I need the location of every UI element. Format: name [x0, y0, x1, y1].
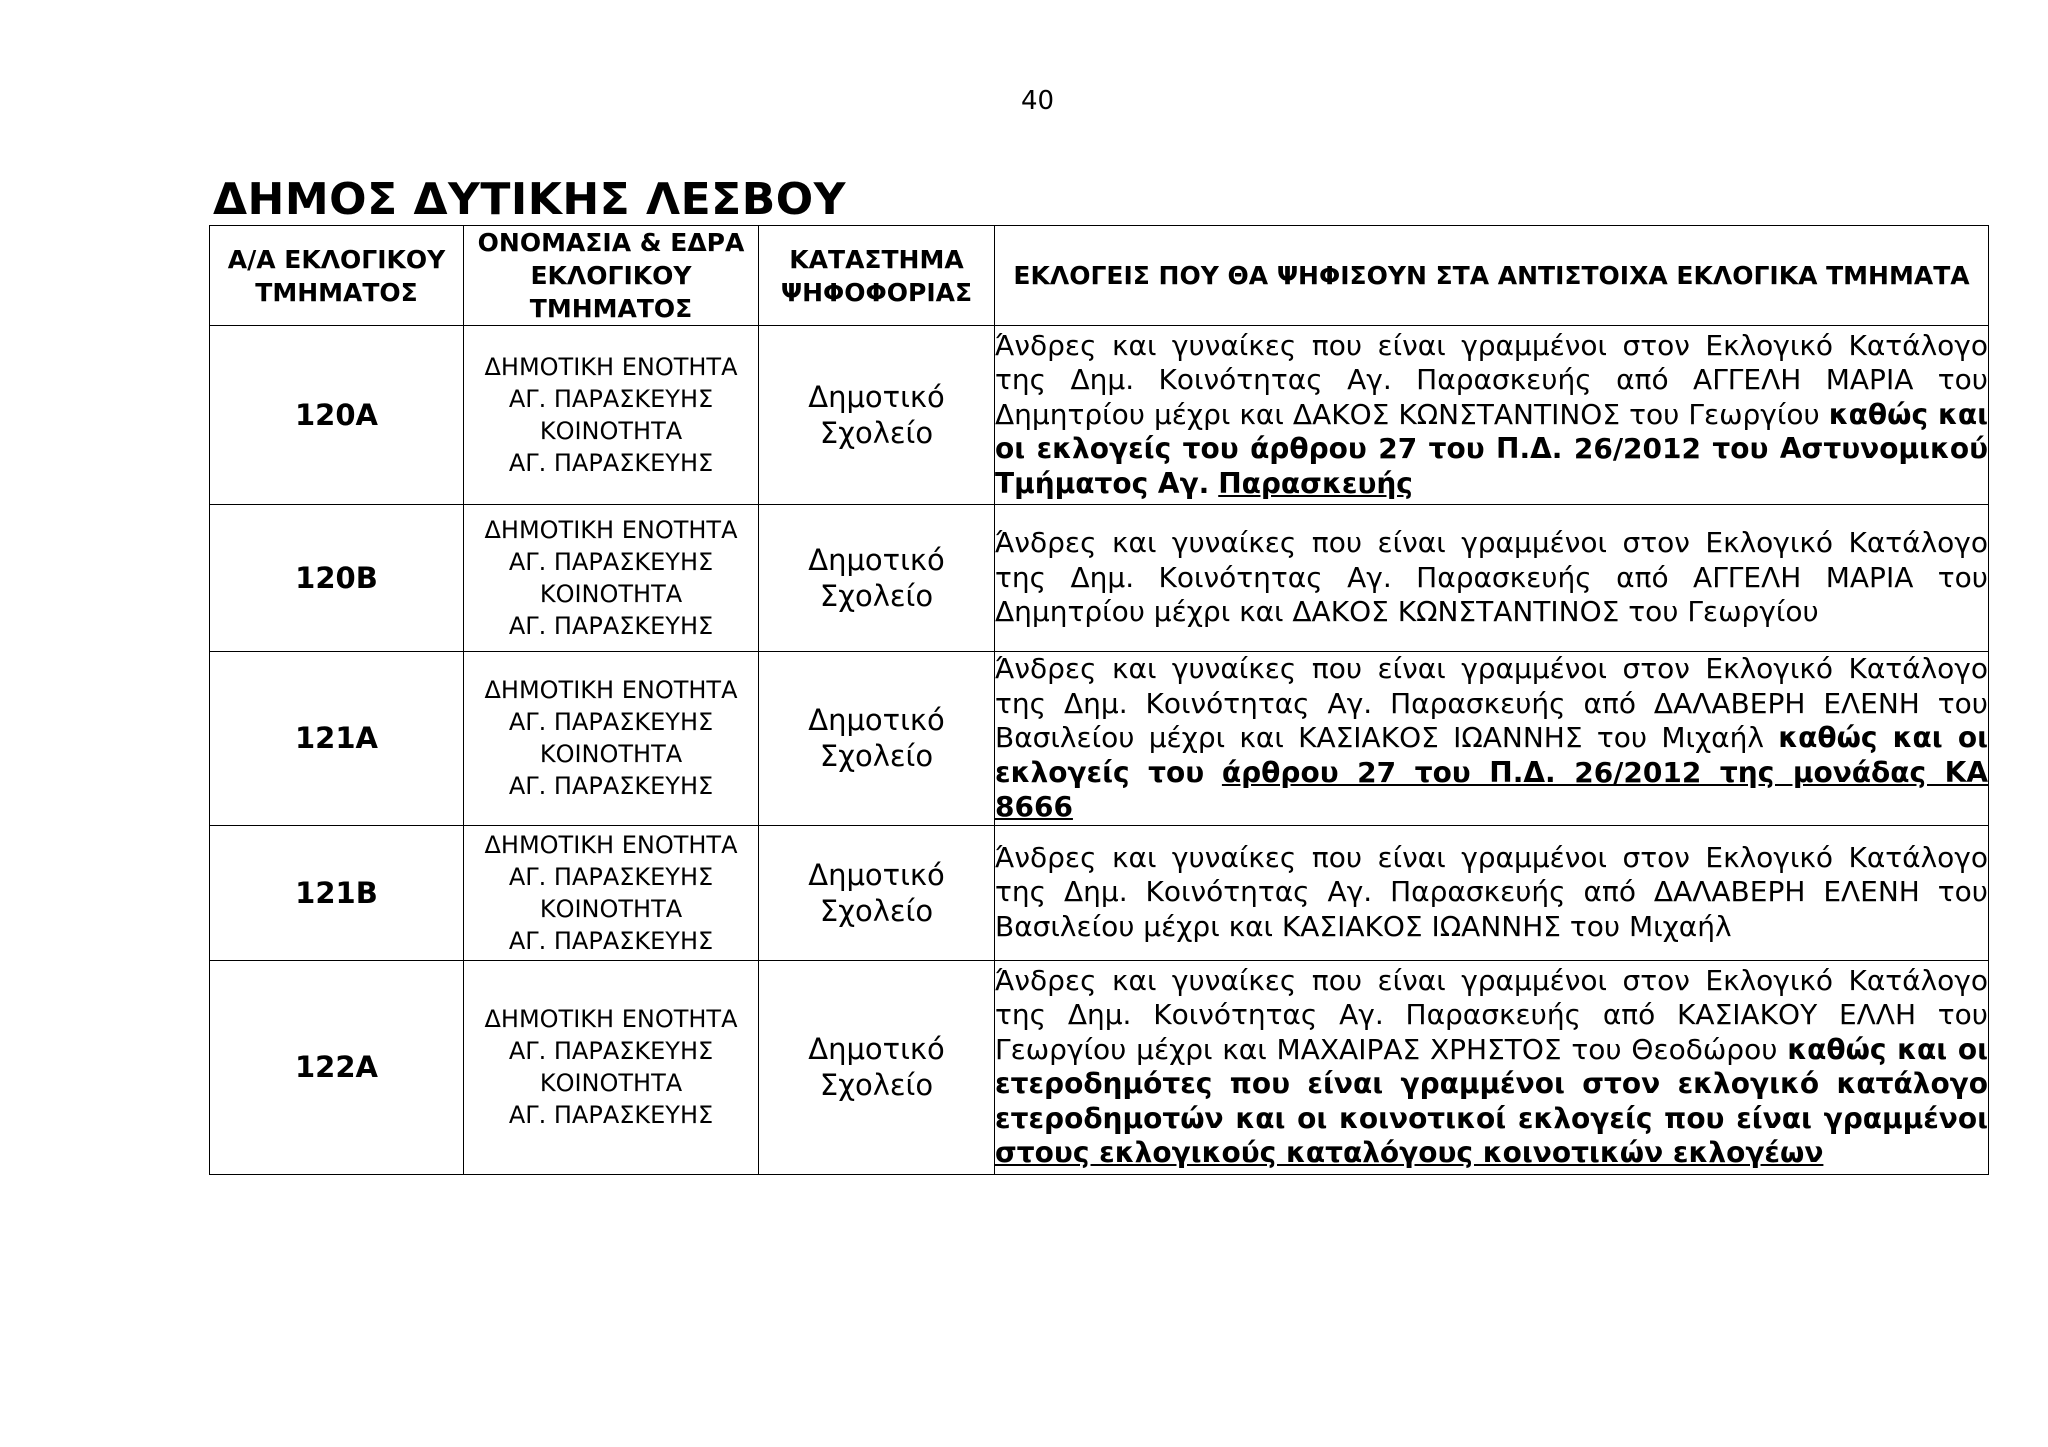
section-name-line: ΔΗΜΟΤΙΚΗ ΕΝΟΤΗΤΑ	[484, 830, 738, 859]
section-name-line: ΔΗΜΟΤΙΚΗ ΕΝΟΤΗΤΑ	[484, 353, 738, 381]
section-name-line: ΑΓ. ΠΑΡΑΣΚΕΥΗΣ	[508, 772, 714, 801]
table-row	[210, 326, 1989, 505]
polling-station-line: Σχολείο	[819, 579, 934, 613]
table-row	[210, 505, 1989, 652]
header-section-name: ΟΝΟΜΑΣΙΑ & ΕΔΡΑ ΕΚΛΟΓΙΚΟΥ ΤΜΗΜΑΤΟΣ	[464, 226, 759, 326]
section-name-line: ΚΟΙΝΟΤΗΤΑ	[539, 580, 683, 608]
voters-description	[995, 326, 1989, 505]
header-polling-station: ΚΑΤΑΣΤΗΜΑ ΨΗΦΟΦΟΡΙΑΣ	[759, 226, 995, 326]
polling-station	[759, 326, 995, 505]
section-code: 120Β	[210, 505, 464, 652]
electoral-sections-table	[209, 225, 1989, 1175]
voters-text: Άνδρες και γυναίκες που είναι γραμμένοι στον Εκλογικό Κατάλογο της Δημ. Κοινότητας Αγ. Παρασκευής από ΔΑΛΑΒΕΡΗ ΕΛΕΝΗ του Βασιλείου μέχρι και ΚΑΣΙΑΚΟΣ ΙΩΑΝΝΗΣ του Μιχαήλ	[995, 840, 1988, 943]
section-name-line: ΔΗΜΟΤΙΚΗ ΕΝΟΤΗΤΑ	[484, 516, 738, 544]
polling-station-line: Σχολείο	[819, 1068, 934, 1102]
voters-description	[995, 825, 1989, 960]
section-name-line: ΑΓ. ΠΑΡΑΣΚΕΥΗΣ	[508, 612, 714, 640]
section-name-line: ΔΗΜΟΤΙΚΗ ΕΝΟΤΗΤΑ	[484, 1005, 738, 1033]
voters-text: Άνδρες και γυναίκες που είναι γραμμένοι στον Εκλογικό Κατάλογο της Δημ. Κοινότητας Αγ. Παρασκευής από ΑΓΓΕΛΗ ΜΑΡΙΑ του Δημητρίου μέχρι και ΔΑΚΟΣ ΚΩΝΣΤΑΝΤΙΝΟΣ του Γεωργίου	[995, 328, 1988, 431]
section-name	[464, 652, 759, 826]
section-code: 120Α	[210, 326, 464, 505]
voters-description	[995, 505, 1989, 652]
header-voters: ΕΚΛΟΓΕΙΣ ΠΟΥ ΘΑ ΨΗΦΙΣΟΥΝ ΣΤΑ ΑΝΤΙΣΤΟΙΧΑ ΕΚΛΟΓΙΚΑ ΤΜΗΜΑΤΑ	[995, 226, 1989, 326]
voters-description	[995, 960, 1989, 1174]
polling-station-line: Δημοτικό	[808, 543, 945, 577]
section-name-line: ΔΗΜΟΤΙΚΗ ΕΝΟΤΗΤΑ	[484, 676, 738, 705]
section-name-line: ΑΓ. ΠΑΡΑΣΚΕΥΗΣ	[508, 385, 714, 413]
page-number: 40	[1020, 86, 1055, 116]
voters-bold-underlined-text: στους εκλογικούς καταλόγους κοινοτικών εκλογέων	[995, 1136, 1824, 1169]
table-row	[210, 825, 1989, 960]
polling-station	[759, 960, 995, 1174]
voters-bold-underlined-text: άρθρου 27 του Π.Δ. 26/2012 της μονάδας ΚΑ 8666	[995, 755, 1988, 823]
polling-station-line: Δημοτικό	[808, 380, 945, 414]
polling-station	[759, 825, 995, 960]
section-name-line: ΚΟΙΝΟΤΗΤΑ	[539, 417, 683, 445]
table-row	[210, 960, 1989, 1174]
polling-station-line: Σχολείο	[819, 739, 934, 774]
voters-description	[995, 652, 1989, 826]
voters-bold-text: καθώς και οι εκλογείς του	[995, 721, 1988, 789]
header-section-number: Α/Α ΕΚΛΟΓΙΚΟΥ ΤΜΗΜΑΤΟΣ	[210, 226, 464, 326]
section-name-line: ΑΓ. ΠΑΡΑΣΚΕΥΗΣ	[508, 1101, 714, 1129]
section-name	[464, 505, 759, 652]
section-name-line: ΑΓ. ΠΑΡΑΣΚΕΥΗΣ	[508, 708, 714, 737]
voters-text: Άνδρες και γυναίκες που είναι γραμμένοι στον Εκλογικό Κατάλογο της Δημ. Κοινότητας Αγ. Παρασκευής από ΔΑΛΑΒΕΡΗ ΕΛΕΝΗ του Βασιλείου μέχρι και ΚΑΣΙΑΚΟΣ ΙΩΑΝΝΗΣ του Μιχαήλ	[995, 652, 1988, 754]
section-name	[464, 825, 759, 960]
section-name-line: ΚΟΙΝΟΤΗΤΑ	[539, 740, 683, 769]
voters-text: Άνδρες και γυναίκες που είναι γραμμένοι στον Εκλογικό Κατάλογο της Δημ. Κοινότητας Αγ. Παρασκευής από ΑΓΓΕΛΗ ΜΑΡΙΑ του Δημητρίου μέχρι και ΔΑΚΟΣ ΚΩΝΣΤΑΝΤΙΝΟΣ του Γεωργίου	[995, 526, 1988, 629]
polling-station-line: Δημοτικό	[808, 857, 945, 892]
polling-station-line: Σχολείο	[819, 416, 934, 450]
table-header-row	[210, 226, 1989, 326]
voters-bold-text: καθώς και οι ετεροδημότες που είναι γραμμένοι στον εκλογικό κατάλογο ετεροδημοτών και οι κοινοτικοί εκλογείς που είναι γραμμένοι	[995, 1032, 1989, 1135]
voters-bold-underlined-text: Παρασκευής	[1218, 466, 1413, 500]
section-name-line: ΑΓ. ΠΑΡΑΣΚΕΥΗΣ	[508, 548, 714, 576]
section-name-line: ΑΓ. ΠΑΡΑΣΚΕΥΗΣ	[508, 449, 714, 477]
section-code: 121Β	[210, 825, 464, 960]
polling-station	[759, 652, 995, 826]
section-name-line: ΚΟΙΝΟΤΗΤΑ	[539, 1069, 683, 1097]
section-name-line: ΑΓ. ΠΑΡΑΣΚΕΥΗΣ	[508, 1037, 714, 1065]
voters-text: Άνδρες και γυναίκες που είναι γραμμένοι στον Εκλογικό Κατάλογο της Δημ. Κοινότητας Αγ. Παρασκευής από ΚΑΣΙΑΚΟΥ ΕΛΛΗ του Γεωργίου μέχρι και ΜΑΧΑΙΡΑΣ ΧΡΗΣΤΟΣ του Θεοδώρου	[995, 963, 1988, 1066]
section-code: 122Α	[210, 960, 464, 1174]
section-name-line: ΑΓ. ΠΑΡΑΣΚΕΥΗΣ	[508, 862, 714, 891]
document-title: ΔΗΜΟΣ ΔΥΤΙΚΗΣ ΛΕΣΒΟΥ	[213, 174, 847, 225]
section-name-line: ΑΓ. ΠΑΡΑΣΚΕΥΗΣ	[508, 926, 714, 955]
polling-station	[759, 505, 995, 652]
section-name	[464, 960, 759, 1174]
polling-station-line: Σχολείο	[819, 893, 934, 928]
polling-station-line: Δημοτικό	[808, 703, 945, 738]
voters-bold-text: καθώς και οι εκλογείς του άρθρου 27 του Π.Δ. 26/2012 του Αστυνομικού Τμήματος Αγ.	[995, 397, 1989, 500]
section-code: 121Α	[210, 652, 464, 826]
polling-station-line: Δημοτικό	[808, 1032, 945, 1066]
section-name	[464, 326, 759, 505]
section-name-line: ΚΟΙΝΟΤΗΤΑ	[539, 894, 683, 923]
table-row	[210, 652, 1989, 826]
